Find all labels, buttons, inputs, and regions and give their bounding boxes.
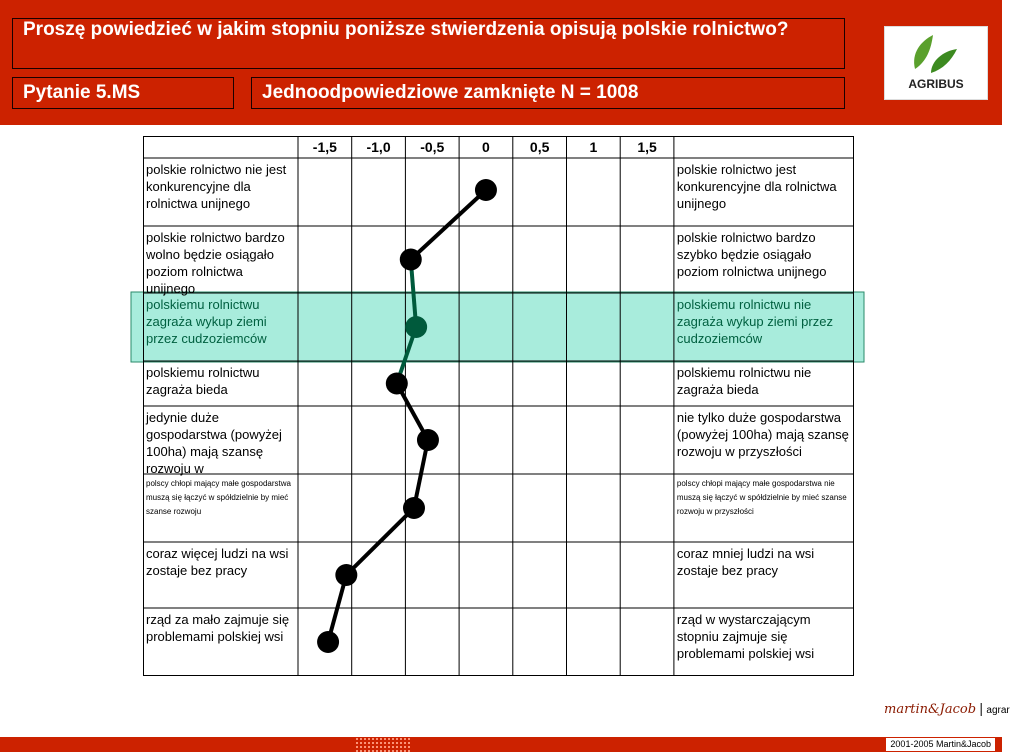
question-number: Pytanie 5.MS [12,77,234,109]
x-tick-label: -0,5 [420,139,445,155]
brand-script: martin&Jacob [884,702,977,717]
row-label-right: polscy chłopi mający małe gospodarstwa nie muszą się łączyć w spółdzielnie by mieć szanse rozwoju w przyszłości [676,479,847,516]
row-label-left: polskiemu rolnictwu zagraża wykup ziemi przez cudzoziemców [146,297,267,346]
brand-signature [884,702,1010,717]
series-line-segment [411,190,486,260]
row-label-right: rząd w wystarczającym stopniu zajmuje się problemami polskiej wsi [676,612,815,661]
question-type: Jednoodpowiedziowe zamknięte N = 1008 [251,77,845,109]
data-point [417,429,439,451]
row-label-left: coraz więcej ludzi na wsi zostaje bez pracy [146,546,289,578]
brand-separator: | [979,702,984,717]
row-label-left: polskie rolnictwo bardzo wolno będzie osiągało poziom rolnictwa unijnego [146,230,285,296]
agribus-logo [884,26,988,100]
data-point [403,497,425,519]
copyright: 2001-2005 Martin&Jacob [885,737,996,752]
x-tick-label: 1,5 [637,139,657,155]
x-tick-label: -1,5 [312,139,337,155]
data-point [335,564,357,586]
row-label-left: jedynie duże gospodarstwa (powyżej 100ha) mają szansę rozwoju w [146,410,282,476]
brand-suffix: agrar [986,705,1010,716]
data-point [317,631,339,653]
logo-text: AGRIBUS [908,77,964,91]
x-tick-label: 0 [482,139,490,155]
row-label-right: polskie rolnictwo bardzo szybko będzie osiągało poziom rolnictwa unijnego [676,230,827,279]
row-label-left: polscy chłopi mający małe gospodarstwa muszą się łączyć w spółdzielnie by mieć szanse rozwoju [146,479,291,516]
data-point [386,373,408,395]
data-point [400,249,422,271]
row-label-left: polskie rolnictwo nie jest konkurencyjne dla rolnictwa unijnego [146,162,287,211]
question-title: Proszę powiedzieć w jakim stopniu poniższe stwierdzenia opisują polskie rolnictwo? [12,18,845,69]
x-tick-label: -1,0 [366,139,391,155]
footer-bar [0,737,1002,752]
row-label-right: polskiemu rolnictwu nie zagraża bieda [676,365,812,397]
data-point [475,179,497,201]
row-label-right: polskiemu rolnictwu nie zagraża wykup ziemi przez cudzoziemców [676,297,833,346]
row-label-right: polskie rolnictwo jest konkurencyjne dla rolnictwa unijnego [676,162,837,211]
row-label-left: polskiemu rolnictwu zagraża bieda [146,365,260,397]
x-tick-label: 1 [589,139,598,155]
data-point [405,316,427,338]
footer-pattern [355,737,410,752]
row-label-right: nie tylko duże gospodarstwa (powyżej 100ha) mają szansę rozwoju w przyszłości [676,410,849,459]
row-label-left: rząd za mało zajmuje się problemami polskiej wsi [146,612,290,644]
x-tick-label: 0,5 [529,139,550,155]
row-label-right: coraz mniej ludzi na wsi zostaje bez pracy [676,546,815,578]
